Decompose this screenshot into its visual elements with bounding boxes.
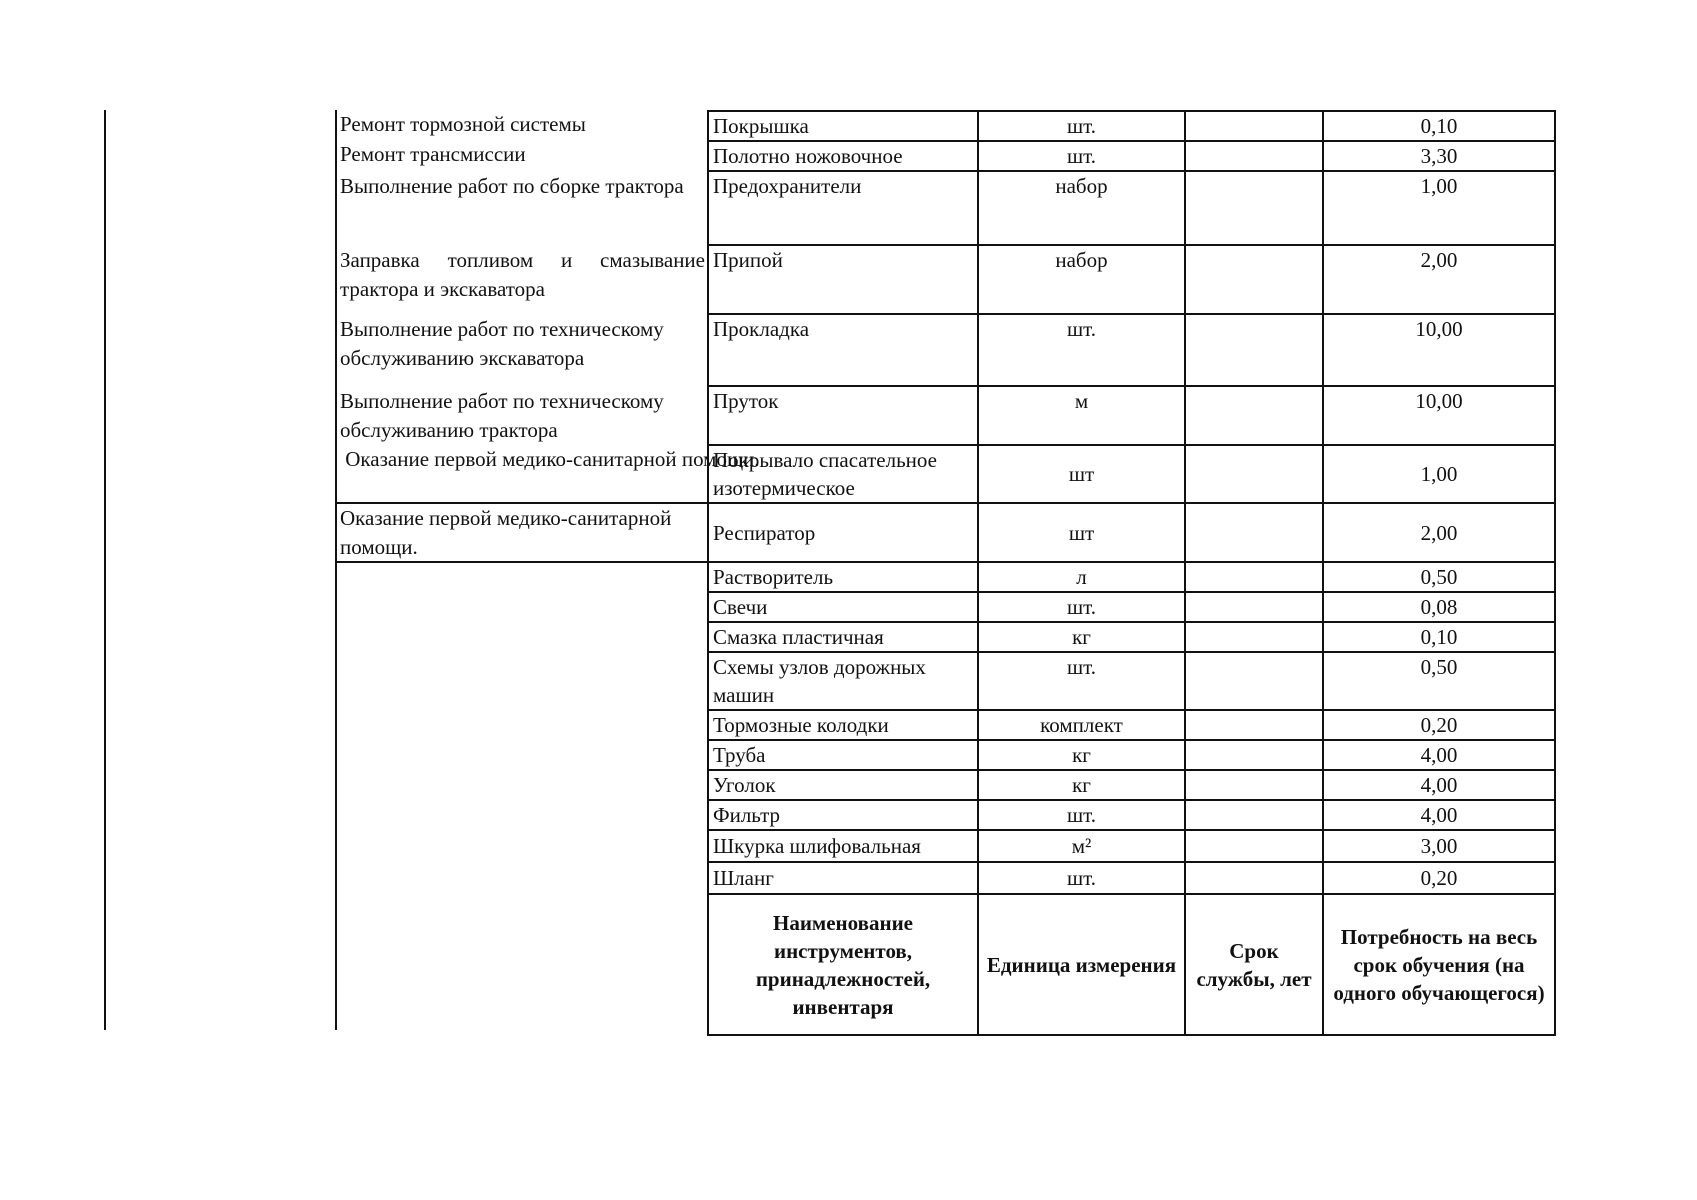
- table-row: [708, 562, 1555, 592]
- table-row: [708, 710, 1555, 740]
- item-life: [1185, 710, 1323, 740]
- item-unit: шт: [978, 503, 1185, 562]
- item-unit: набор: [978, 245, 1185, 314]
- item-qty: 0,10: [1323, 622, 1555, 652]
- item-name: Припой: [708, 245, 978, 314]
- item-qty: 4,00: [1323, 740, 1555, 770]
- item-name: Покрывало спасательное изотермическое: [708, 445, 978, 503]
- header-unit: Единица измерения: [978, 894, 1185, 1035]
- item-life: [1185, 445, 1323, 503]
- item-name: Схемы узлов дорожных машин: [708, 652, 978, 710]
- item-life: [1185, 800, 1323, 830]
- table-row: [708, 245, 1555, 314]
- item-qty: 0,20: [1323, 862, 1555, 894]
- table-row: [708, 445, 1555, 503]
- table-row: [708, 622, 1555, 652]
- item-life: [1185, 562, 1323, 592]
- item-qty: 1,00: [1323, 171, 1555, 245]
- task-item: Заправка топливом и смазывание трактора и экскаватора: [340, 248, 705, 301]
- table-row: [708, 592, 1555, 622]
- item-qty: 0,10: [1323, 111, 1555, 141]
- table-row: [708, 314, 1555, 386]
- table-row: [708, 386, 1555, 445]
- materials-table: [707, 110, 1556, 1036]
- item-name: Прокладка: [708, 314, 978, 386]
- column-divider: [335, 110, 337, 1030]
- item-qty: 3,00: [1323, 830, 1555, 862]
- item-unit: м: [978, 386, 1185, 445]
- item-unit: шт.: [978, 862, 1185, 894]
- item-unit: кг: [978, 740, 1185, 770]
- item-name: Покрышка: [708, 111, 978, 141]
- item-name: Свечи: [708, 592, 978, 622]
- table-row: [708, 111, 1555, 141]
- item-name: Уголок: [708, 770, 978, 800]
- item-name: Растворитель: [708, 562, 978, 592]
- item-name: Полотно ножовочное: [708, 141, 978, 171]
- item-life: [1185, 141, 1323, 171]
- item-life: [1185, 386, 1323, 445]
- table-row: [708, 740, 1555, 770]
- task-item: Выполнение работ по техническому обслуживанию трактора: [340, 389, 664, 442]
- item-name: Фильтр: [708, 800, 978, 830]
- item-qty: 0,20: [1323, 710, 1555, 740]
- task-divider: [335, 561, 707, 563]
- item-qty: 2,00: [1323, 503, 1555, 562]
- item-name: Труба: [708, 740, 978, 770]
- item-qty: 10,00: [1323, 386, 1555, 445]
- item-life: [1185, 171, 1323, 245]
- table-row: [708, 141, 1555, 171]
- item-qty: 4,00: [1323, 800, 1555, 830]
- item-unit: комплект: [978, 710, 1185, 740]
- item-unit: набор: [978, 171, 1185, 245]
- item-unit: шт.: [978, 111, 1185, 141]
- item-unit: м²: [978, 830, 1185, 862]
- item-unit: шт.: [978, 592, 1185, 622]
- item-life: [1185, 622, 1323, 652]
- task-item: Ремонт трансмиссии: [340, 142, 526, 166]
- item-life: [1185, 862, 1323, 894]
- item-unit: кг: [978, 770, 1185, 800]
- item-life: [1185, 770, 1323, 800]
- task-item: Оказание первой медико-санитарной помощи.: [340, 447, 760, 471]
- item-life: [1185, 652, 1323, 710]
- item-name: Шкурка шлифовальная: [708, 830, 978, 862]
- task-item: Выполнение работ по техническому обслуживанию экскаватора: [340, 317, 664, 370]
- item-qty: 0,50: [1323, 652, 1555, 710]
- table-row: [708, 171, 1555, 245]
- item-life: [1185, 245, 1323, 314]
- item-name: Предохранители: [708, 171, 978, 245]
- page-left-border: [104, 110, 106, 1030]
- item-unit: л: [978, 562, 1185, 592]
- item-life: [1185, 111, 1323, 141]
- item-qty: 10,00: [1323, 314, 1555, 386]
- table-row: [708, 862, 1555, 894]
- item-unit: шт.: [978, 800, 1185, 830]
- item-name: Тормозные колодки: [708, 710, 978, 740]
- item-unit: шт.: [978, 314, 1185, 386]
- item-qty: 0,50: [1323, 562, 1555, 592]
- header-life: Срок службы, лет: [1185, 894, 1323, 1035]
- item-life: [1185, 740, 1323, 770]
- item-unit: шт: [978, 445, 1185, 503]
- task-item: Оказание первой медико-санитарной помощи.: [340, 506, 672, 559]
- task-item: Выполнение работ по сборке трактора: [340, 174, 684, 198]
- item-qty: 4,00: [1323, 770, 1555, 800]
- item-qty: 3,30: [1323, 141, 1555, 171]
- item-life: [1185, 503, 1323, 562]
- item-life: [1185, 592, 1323, 622]
- item-name: Смазка пластичная: [708, 622, 978, 652]
- table-header-row: [708, 894, 1555, 1035]
- header-qty: Потребность на весь срок обучения (на одного обучающегося): [1323, 894, 1555, 1035]
- table-row: [708, 830, 1555, 862]
- table-row: [708, 652, 1555, 710]
- item-life: [1185, 314, 1323, 386]
- item-qty: 0,08: [1323, 592, 1555, 622]
- header-name: Наименование инструментов, принадлежностей, инвентаря: [708, 894, 978, 1035]
- item-life: [1185, 830, 1323, 862]
- item-qty: 1,00: [1323, 445, 1555, 503]
- item-qty: 2,00: [1323, 245, 1555, 314]
- item-name: Пруток: [708, 386, 978, 445]
- item-unit: шт.: [978, 652, 1185, 710]
- item-name: Шланг: [708, 862, 978, 894]
- table-row: [708, 800, 1555, 830]
- item-name: Респиратор: [708, 503, 978, 562]
- task-item: Ремонт тормозной системы: [340, 112, 586, 136]
- item-unit: шт.: [978, 141, 1185, 171]
- table-row: [708, 503, 1555, 562]
- item-unit: кг: [978, 622, 1185, 652]
- table-row: [708, 770, 1555, 800]
